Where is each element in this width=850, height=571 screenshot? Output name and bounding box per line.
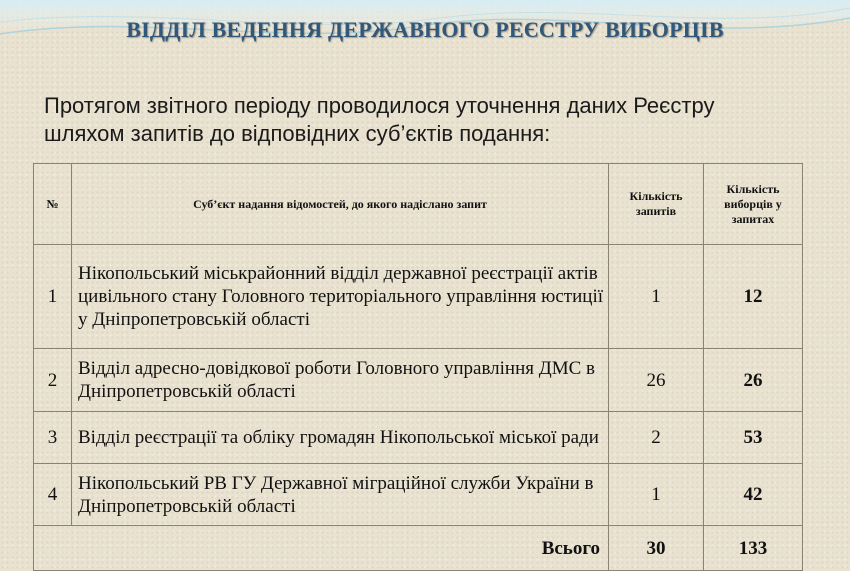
row-subject: Відділ адресно-довідкової роботи Головного управління ДМС в Дніпропетровській області xyxy=(72,349,609,412)
row-number: 4 xyxy=(34,464,72,526)
table-row xyxy=(34,412,803,464)
intro-line-1: Протягом звітного періоду проводилося уточнення даних Реєстру xyxy=(44,93,715,118)
total-label: Всього xyxy=(34,526,609,571)
table-header-row xyxy=(34,164,803,245)
row-subject: Нікопольський РВ ГУ Державної міграційної служби України в Дніпропетровській області xyxy=(72,464,609,526)
table-total-row xyxy=(34,526,803,571)
total-requests: 30 xyxy=(609,526,704,571)
intro-line-2: шляхом запитів до відповідних суб’єктів подання: xyxy=(44,121,551,146)
row-requests: 2 xyxy=(609,412,704,464)
row-subject: Відділ реєстрації та обліку громадян Нікопольської міської ради xyxy=(72,412,609,464)
row-number: 2 xyxy=(34,349,72,412)
table-row xyxy=(34,349,803,412)
header-requests: Кількість запитів xyxy=(609,164,704,245)
row-voters: 12 xyxy=(704,245,803,349)
slide-title: ВІДДІЛ ВЕДЕННЯ ДЕРЖАВНОГО РЕЄСТРУ ВИБОРЦІВ xyxy=(126,17,724,42)
row-requests: 1 xyxy=(609,245,704,349)
row-requests: 26 xyxy=(609,349,704,412)
row-requests: 1 xyxy=(609,464,704,526)
intro-text xyxy=(44,92,834,148)
row-voters: 26 xyxy=(704,349,803,412)
row-number: 1 xyxy=(34,245,72,349)
header-voters: Кількість виборців у запитах xyxy=(704,164,803,245)
requests-table xyxy=(33,163,803,571)
table-row xyxy=(34,464,803,526)
header-number: № xyxy=(34,164,72,245)
table-row xyxy=(34,245,803,349)
row-subject: Нікопольський міськрайонний відділ державної реєстрації актів цивільного стану Головного територіального управління юстиції у Дніпропетровській області xyxy=(72,245,609,349)
row-number: 3 xyxy=(34,412,72,464)
total-voters: 133 xyxy=(704,526,803,571)
row-voters: 42 xyxy=(704,464,803,526)
row-voters: 53 xyxy=(704,412,803,464)
header-subject: Суб’єкт надання відомостей, до якого надіслано запит xyxy=(72,164,609,245)
